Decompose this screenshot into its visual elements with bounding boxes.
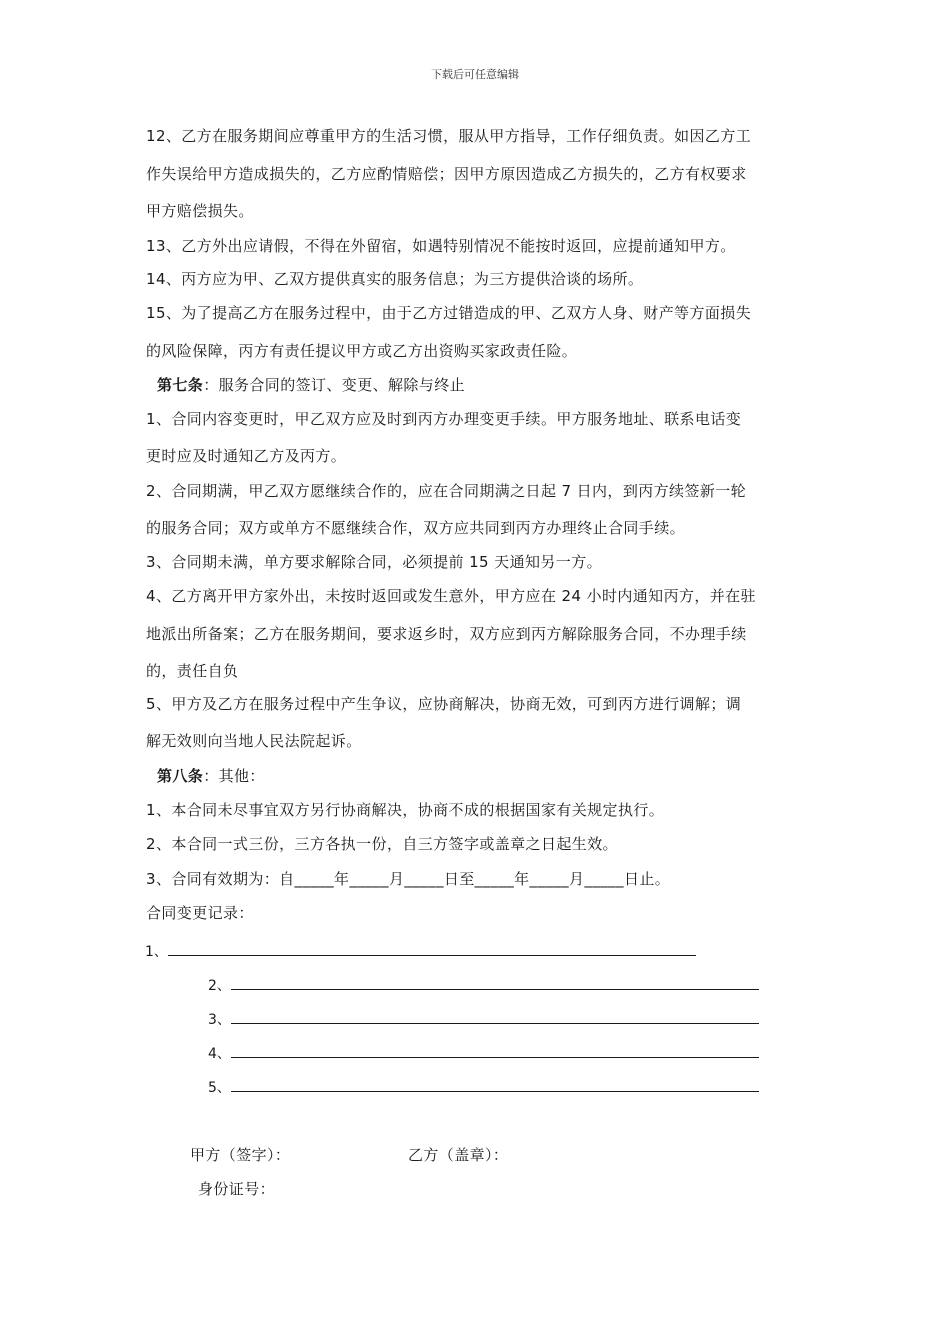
article-7-item-5-line-2: 解无效则向当地人民法院起诉。 bbox=[146, 732, 362, 750]
article-7-item-1-line-2: 更时应及时通知乙方及丙方。 bbox=[146, 447, 347, 465]
clause-14: 14、丙方应为甲、乙双方提供真实的服务信息；为三方提供洽谈的场所。 bbox=[146, 270, 644, 288]
change-record-blank[interactable] bbox=[231, 1008, 759, 1024]
page-header: 下载后可任意编辑 bbox=[431, 68, 519, 81]
change-record-number: 2、 bbox=[208, 978, 231, 994]
id-number-label: 身份证号： bbox=[198, 1180, 276, 1198]
article-7-item-4-line-1: 4、乙方离开甲方家外出，未按时返回或发生意外，甲方应在 24 小时内通知丙方，并在驻 bbox=[146, 587, 756, 605]
change-record-blank[interactable] bbox=[231, 1076, 759, 1092]
change-record-row bbox=[208, 1008, 759, 1030]
clause-15-line-2: 的风险保障，丙方有责任提议甲方或乙方出资购买家政责任险。 bbox=[146, 342, 578, 360]
clause-12-line-1: 12、乙方在服务期间应尊重甲方的生活习惯，服从甲方指导，工作仔细负责。如因乙方工 bbox=[146, 127, 752, 145]
clause-13: 13、乙方外出应请假，不得在外留宿，如遇特别情况不能按时返回，应提前通知甲方。 bbox=[146, 237, 736, 255]
article-7-item-4-line-3: 的，责任自负 bbox=[146, 662, 239, 680]
change-record-title: 合同变更记录： bbox=[146, 904, 254, 922]
article-8-item-2: 2、本合同一式三份，三方各执一份，自三方签字或盖章之日起生效。 bbox=[146, 835, 618, 853]
change-record-number: 5、 bbox=[208, 1080, 231, 1096]
change-record-row bbox=[208, 1042, 759, 1064]
party-a-signature-label: 甲方（签字）： bbox=[190, 1146, 291, 1164]
change-record-number: 1、 bbox=[145, 944, 168, 960]
change-record-number: 3、 bbox=[208, 1012, 231, 1028]
article-7-heading bbox=[157, 375, 465, 395]
article-7-item-2-line-2: 的服务合同；双方或单方不愿继续合作，双方应共同到丙方办理终止合同手续。 bbox=[146, 519, 686, 537]
article-7-item-3: 3、合同期未满，单方要求解除合同，必须提前 15 天通知另一方。 bbox=[146, 553, 602, 571]
change-record-row bbox=[145, 940, 696, 962]
article-8-item-3: 3、合同有效期为：自_____年_____月_____日至_____年_____月_____日止。 bbox=[146, 870, 671, 888]
article-8-heading bbox=[157, 766, 265, 786]
change-record-row bbox=[208, 1076, 759, 1098]
article-7-item-4-line-2: 地派出所备案；乙方在服务期间，要求返乡时，双方应到丙方解除服务合同，不办理手续 bbox=[146, 625, 747, 643]
article-7-item-2-line-1: 2、合同期满，甲乙双方愿继续合作的，应在合同期满之日起 7 日内，到丙方续签新一轮 bbox=[146, 482, 747, 500]
party-b-seal-label: 乙方（盖章）： bbox=[408, 1146, 509, 1164]
article-8-label: 第八条 bbox=[157, 767, 204, 785]
article-7-item-5-line-1: 5、甲方及乙方在服务过程中产生争议，应协商解决，协商无效，可到丙方进行调解；调 bbox=[146, 695, 742, 713]
article-8-item-1: 1、本合同未尽事宜双方另行协商解决，协商不成的根据国家有关规定执行。 bbox=[146, 801, 665, 819]
change-record-blank[interactable] bbox=[231, 974, 759, 990]
change-record-blank[interactable] bbox=[168, 940, 696, 956]
clause-12-line-2: 作失误给甲方造成损失的，乙方应酌情赔偿；因甲方原因造成乙方损失的，乙方有权要求 bbox=[146, 165, 747, 183]
change-record-row bbox=[208, 974, 759, 996]
article-7-label: 第七条 bbox=[157, 376, 204, 394]
article-8-title: ：其他： bbox=[203, 767, 265, 785]
change-record-blank[interactable] bbox=[231, 1042, 759, 1058]
article-7-title: ：服务合同的签订、变更、解除与终止 bbox=[203, 376, 466, 394]
change-record-number: 4、 bbox=[208, 1046, 231, 1062]
article-7-item-1-line-1: 1、合同内容变更时，甲乙双方应及时到丙方办理变更手续。甲方服务地址、联系电话变 bbox=[146, 410, 742, 428]
clause-15-line-1: 15、为了提高乙方在服务过程中，由于乙方过错造成的甲、乙双方人身、财产等方面损失 bbox=[146, 304, 752, 322]
clause-12-line-3: 甲方赔偿损失。 bbox=[146, 202, 254, 220]
